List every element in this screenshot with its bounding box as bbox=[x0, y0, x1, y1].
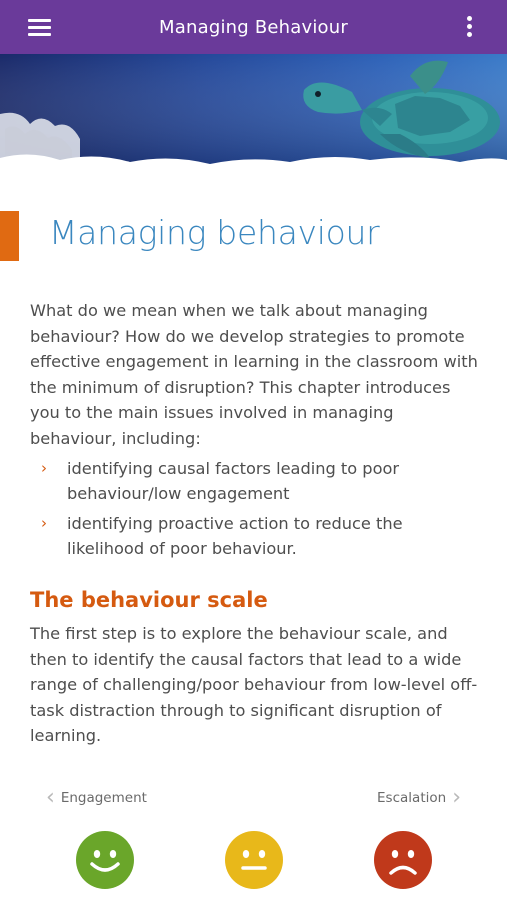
list-item bbox=[30, 511, 482, 562]
chevron-right-icon: › bbox=[452, 785, 461, 810]
chevron-left-icon: ‹ bbox=[46, 785, 55, 810]
escalation-label: Escalation bbox=[377, 790, 447, 806]
chevron-right-icon: › bbox=[41, 513, 47, 532]
intro-bullet-list bbox=[30, 456, 482, 562]
banner-image bbox=[0, 54, 507, 170]
app-bar bbox=[0, 0, 507, 54]
more-options-icon[interactable] bbox=[465, 15, 473, 39]
section-paragraph: The first step is to explore the behaviour scale, and then to identify the causal factors that lead to a wide range of challenging/poor behaviour from low-level off-task distraction through to significant disruption of learning. bbox=[30, 624, 478, 746]
intro-paragraph: What do we mean when we talk about managing behaviour? How do we develop strategies to promote effective engagement in learning in the classroom with the minimum of disruption? This chapter introduces you to the main issues involved in managing behaviour, including: bbox=[30, 301, 478, 448]
happy-face-icon[interactable] bbox=[76, 831, 134, 889]
list-item bbox=[30, 456, 482, 507]
chevron-right-icon: › bbox=[41, 458, 47, 477]
bullet-text: identifying causal factors leading to poor behaviour/low engagement bbox=[67, 458, 400, 504]
intro-section bbox=[30, 298, 482, 566]
bullet-text: identifying proactive action to reduce the likelihood of poor behaviour. bbox=[67, 513, 403, 559]
app-bar-title: Managing Behaviour bbox=[159, 16, 348, 38]
sea-turtle-illustration bbox=[0, 54, 507, 170]
engagement-nav-button[interactable] bbox=[46, 787, 147, 809]
section-heading: The behaviour scale bbox=[30, 588, 268, 612]
hamburger-menu-icon[interactable] bbox=[28, 18, 52, 36]
escalation-nav-button[interactable] bbox=[377, 787, 461, 809]
engagement-label: Engagement bbox=[60, 790, 147, 806]
page-title: Managing behaviour bbox=[49, 213, 380, 252]
sad-face-icon[interactable] bbox=[374, 831, 432, 889]
neutral-face-icon[interactable] bbox=[225, 831, 283, 889]
title-accent-bar bbox=[0, 211, 19, 261]
